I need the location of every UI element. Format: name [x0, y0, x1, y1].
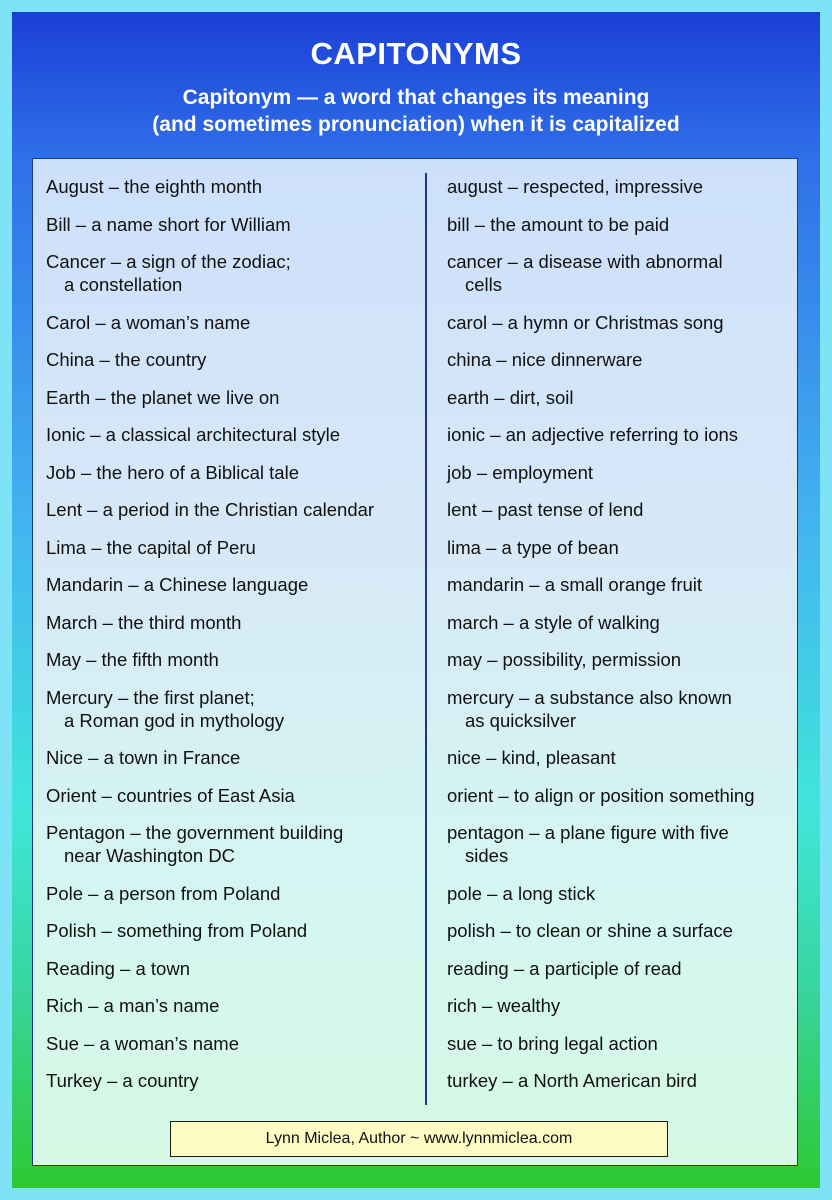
capitalized-entry-text: Pentagon – the government building: [46, 822, 344, 843]
capitalized-entry-text: Sue – a woman’s name: [46, 1032, 239, 1054]
lowercase-entry: [447, 536, 619, 559]
capitalized-entry: [46, 536, 256, 559]
lowercase-entry-text: pentagon – a plane figure with five: [447, 822, 729, 843]
capitalized-entry-text: August – the eighth month: [46, 176, 262, 197]
capitalized-entry: [46, 1032, 239, 1055]
lowercase-entry: [447, 311, 724, 334]
lowercase-entry: [447, 611, 660, 634]
lowercase-entry: [447, 686, 732, 732]
capitalized-entry: [46, 994, 219, 1017]
lowercase-entry-text: orient – to align or position something: [447, 784, 755, 806]
lowercase-entry: [447, 348, 642, 371]
capitalized-entry-text: Earth – the planet we live on: [46, 386, 280, 408]
capitalized-entry: [46, 213, 291, 236]
lowercase-entry: [447, 957, 681, 980]
lowercase-entry-text: mercury – a substance also known: [447, 686, 732, 708]
lowercase-entry-text: earth – dirt, soil: [447, 386, 574, 408]
lowercase-entry-text: may – possibility, permission: [447, 649, 682, 670]
capitalized-entry: [46, 784, 295, 807]
lowercase-entry-text: lent – past tense of lend: [447, 499, 644, 520]
lowercase-entry: [447, 1032, 658, 1055]
capitalized-entry-text: Mandarin – a Chinese language: [46, 574, 309, 595]
capitalized-entry-text: Rich – a man’s name: [46, 995, 220, 1016]
lowercase-entry: [447, 1069, 697, 1092]
lowercase-entry-text: job – employment: [447, 461, 594, 483]
lowercase-entry: [447, 746, 616, 769]
capitalized-entry-text: Polish – something from Poland: [46, 920, 308, 941]
page-title: CAPITONYMS: [310, 36, 522, 71]
capitalized-entry-text: May – the fifth month: [46, 649, 219, 670]
author-credit: Lynn Miclea, Author ~ www.lynnmiclea.com: [170, 1121, 668, 1157]
capitalized-entry-text: Carol – a woman’s name: [46, 311, 251, 333]
lowercase-entry-text: cancer – a disease with abnormal: [447, 251, 723, 272]
capitalized-entry: [46, 746, 240, 769]
capitalized-entry-text: Turkey – a country: [46, 1070, 199, 1091]
lowercase-entry-text: rich – wealthy: [447, 995, 561, 1016]
capitalized-entry: [46, 386, 279, 409]
capitalized-entry-text: Ionic – a classical architectural style: [46, 424, 341, 445]
capitalized-entry: [46, 348, 206, 371]
capitalized-entry: [46, 611, 241, 634]
capitalized-entry-text: China – the country: [46, 349, 207, 370]
subtitle-line-2: (and sometimes pronunciation) when it is capitalized: [152, 113, 680, 136]
lowercase-entry: [447, 573, 702, 596]
lowercase-entry-continuation: sides: [465, 845, 509, 866]
capitalized-entry: [46, 648, 219, 671]
capitalized-entry: [46, 175, 262, 198]
word-list-panel: [32, 158, 798, 1166]
lowercase-entry: [447, 175, 703, 198]
lowercase-entry: [447, 648, 681, 671]
lowercase-entry-continuation: as quicksilver: [465, 709, 577, 731]
lowercase-entry: [447, 250, 723, 296]
lowercase-entry: [447, 919, 733, 942]
lowercase-entry-text: ionic – an adjective referring to ions: [447, 424, 739, 445]
capitalized-entry-continuation: a constellation: [64, 274, 183, 295]
lowercase-entry: [447, 386, 573, 409]
capitalized-entry-text: Lent – a period in the Christian calendar: [46, 499, 375, 520]
capitalized-entry: [46, 919, 307, 942]
lowercase-entry: [447, 423, 738, 446]
lowercase-entry: [447, 784, 755, 807]
capitalized-entry: [46, 957, 190, 980]
lowercase-entry-text: reading – a participle of read: [447, 957, 682, 979]
lowercase-entry: [447, 994, 560, 1017]
capitalized-entry-text: Bill – a name short for William: [46, 213, 291, 235]
capitonyms-poster: [12, 12, 820, 1188]
capitalized-entry-text: Pole – a person from Poland: [46, 882, 281, 904]
column-divider: [425, 173, 427, 1105]
lowercase-entry-text: carol – a hymn or Christmas song: [447, 311, 724, 333]
lowercase-entry-text: bill – the amount to be paid: [447, 213, 670, 235]
lowercase-entry: [447, 461, 593, 484]
lowercase-entry-text: pole – a long stick: [447, 882, 596, 904]
capitalized-entry: [46, 461, 299, 484]
lowercase-entry-text: china – nice dinnerware: [447, 349, 643, 370]
lowercase-entry-text: lima – a type of bean: [447, 536, 619, 558]
lowercase-entry: [447, 498, 643, 521]
capitalized-entry: [46, 498, 374, 521]
capitalized-entry-text: Lima – the capital of Peru: [46, 536, 256, 558]
lowercase-entry-text: august – respected, impressive: [447, 176, 704, 197]
capitalized-entry: [46, 311, 250, 334]
lowercase-entry-text: march – a style of walking: [447, 611, 660, 633]
capitalized-entry-text: Orient – countries of East Asia: [46, 784, 295, 806]
capitalized-entry: [46, 686, 284, 732]
lowercase-entry-text: turkey – a North American bird: [447, 1070, 697, 1091]
capitalized-entry-text: Job – the hero of a Biblical tale: [46, 461, 299, 483]
capitalized-entry-text: Nice – a town in France: [46, 747, 241, 768]
capitalized-entry: [46, 423, 340, 446]
capitalized-entry: [46, 821, 343, 867]
capitalized-entry: [46, 1069, 199, 1092]
lowercase-entry-text: mandarin – a small orange fruit: [447, 574, 703, 595]
lowercase-entry-text: nice – kind, pleasant: [447, 747, 616, 768]
capitalized-entry: [46, 882, 280, 905]
lowercase-entry-continuation: cells: [465, 274, 503, 295]
capitalized-entry-text: March – the third month: [46, 611, 242, 633]
lowercase-entry-text: sue – to bring legal action: [447, 1032, 658, 1054]
subtitle: [12, 84, 820, 138]
lowercase-entry: [447, 821, 729, 867]
capitalized-entry-continuation: near Washington DC: [64, 845, 236, 866]
lowercase-entry-text: polish – to clean or shine a surface: [447, 920, 733, 941]
capitalized-entry-continuation: a Roman god in mythology: [64, 709, 285, 731]
lowercase-entry: [447, 213, 669, 236]
capitalized-entry: [46, 573, 308, 596]
capitalized-entry: [46, 250, 291, 296]
capitalized-entry-text: Cancer – a sign of the zodiac;: [46, 251, 291, 272]
capitalized-entry-text: Mercury – the first planet;: [46, 686, 255, 708]
subtitle-line-1: Capitonym — a word that changes its meaning: [182, 86, 650, 109]
lowercase-entry: [447, 882, 595, 905]
capitalized-entry-text: Reading – a town: [46, 957, 190, 979]
